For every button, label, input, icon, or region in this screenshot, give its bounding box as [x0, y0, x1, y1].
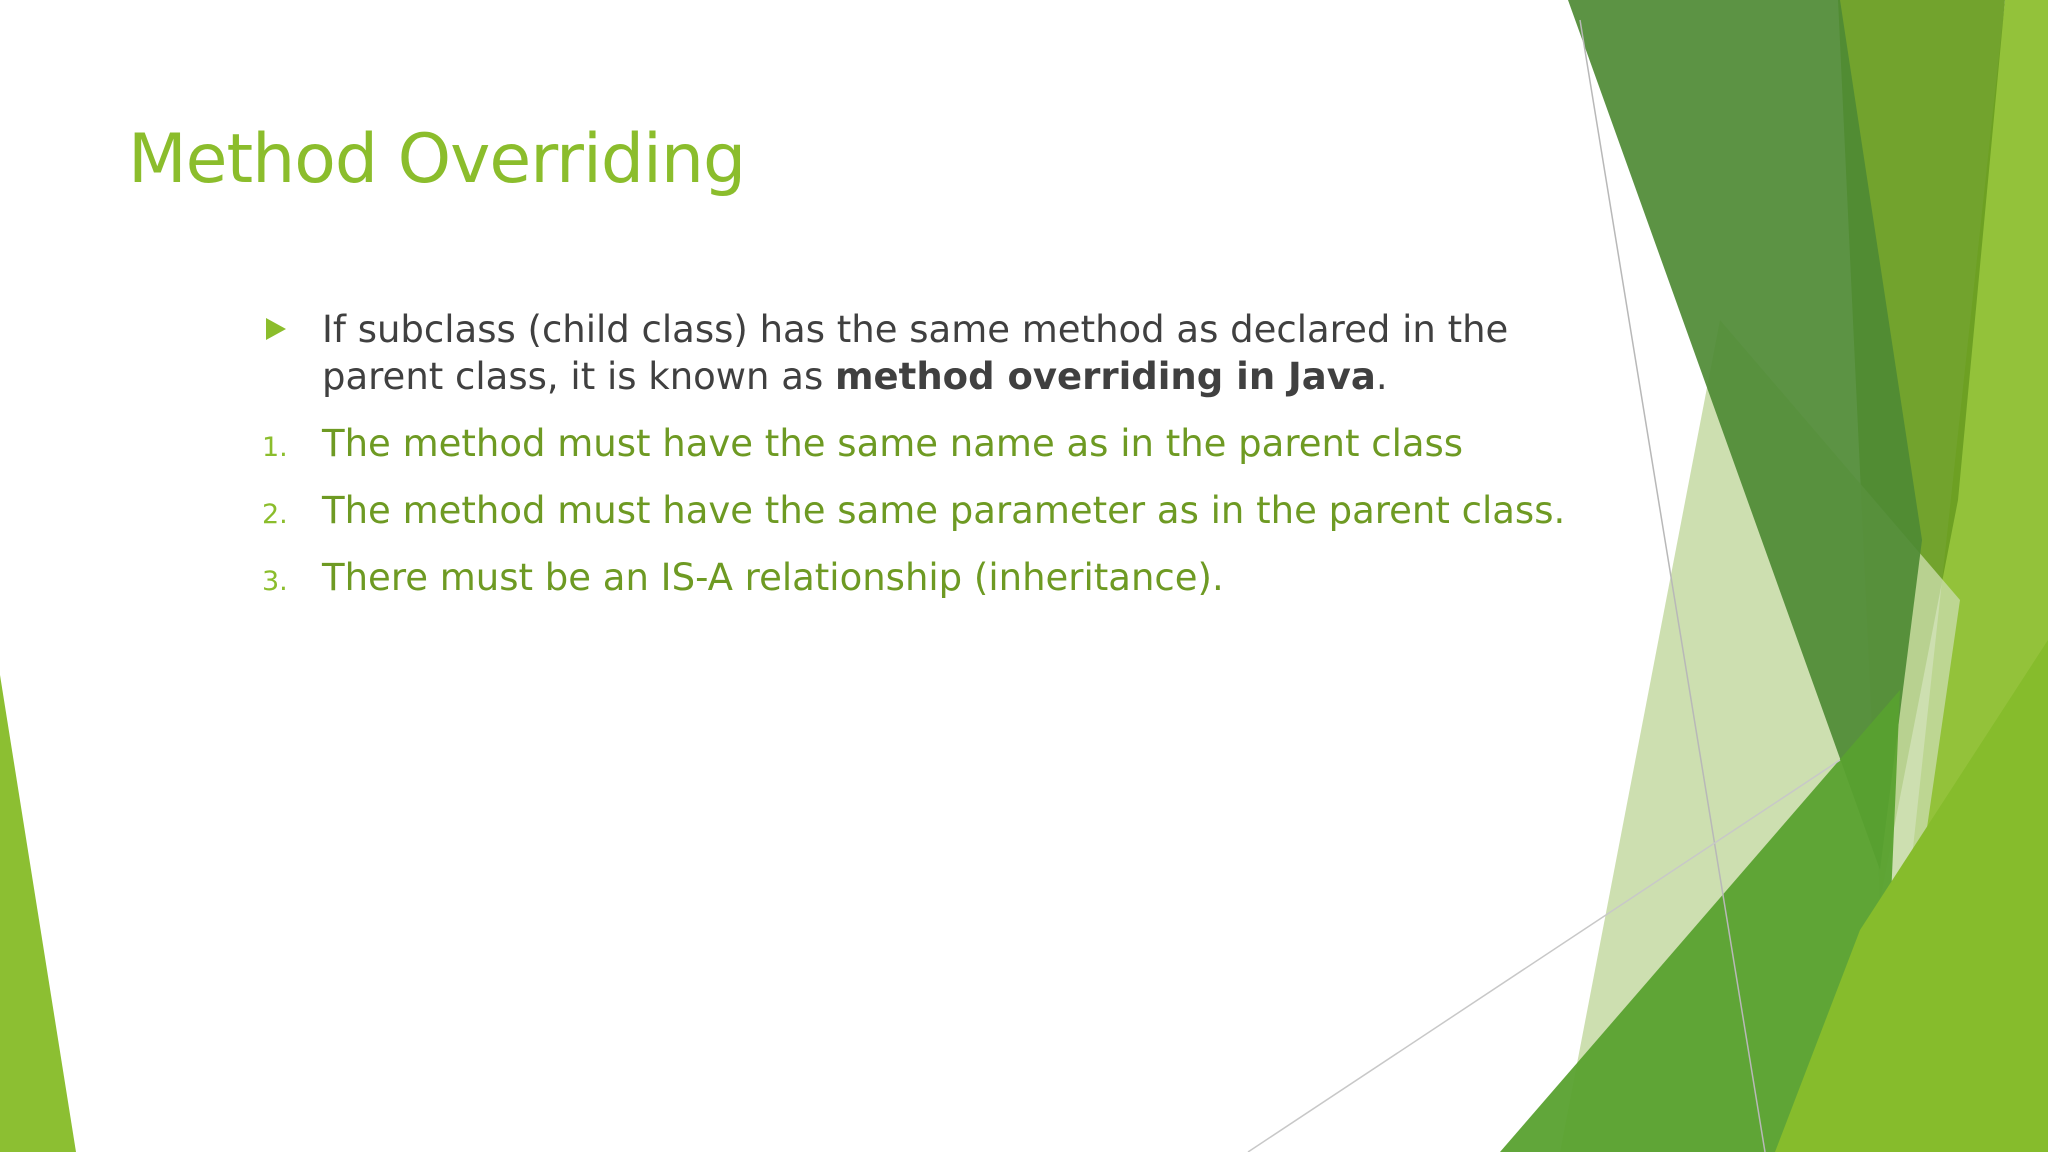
slide-title: Method Overriding — [128, 120, 746, 199]
bullet-text-after: . — [1375, 355, 1388, 398]
bullet-arrow-icon — [266, 318, 286, 340]
numbered-marker: 3. — [262, 566, 288, 597]
bullet-text-before: If subclass (child class) has the same method as declared in the parent class, it is known as — [322, 308, 1509, 398]
bullet-text — [322, 308, 1508, 398]
numbered-text: The method must have the same parameter as in the parent class. — [322, 489, 1566, 532]
numbered-marker: 1. — [262, 432, 288, 463]
numbered-item-2 — [262, 487, 1566, 534]
numbered-item-1 — [262, 420, 1562, 467]
left-accent-shape — [0, 675, 76, 1152]
numbered-item-3 — [262, 554, 1562, 601]
numbered-text: The method must have the same name as in the parent class — [322, 422, 1464, 465]
numbered-text: There must be an IS-A relationship (inheritance). — [322, 556, 1224, 599]
numbered-marker: 2. — [262, 499, 288, 530]
bullet-item — [262, 306, 1562, 400]
bullet-text-bold: method overriding in Java — [834, 355, 1376, 398]
slide-content — [262, 306, 1566, 621]
